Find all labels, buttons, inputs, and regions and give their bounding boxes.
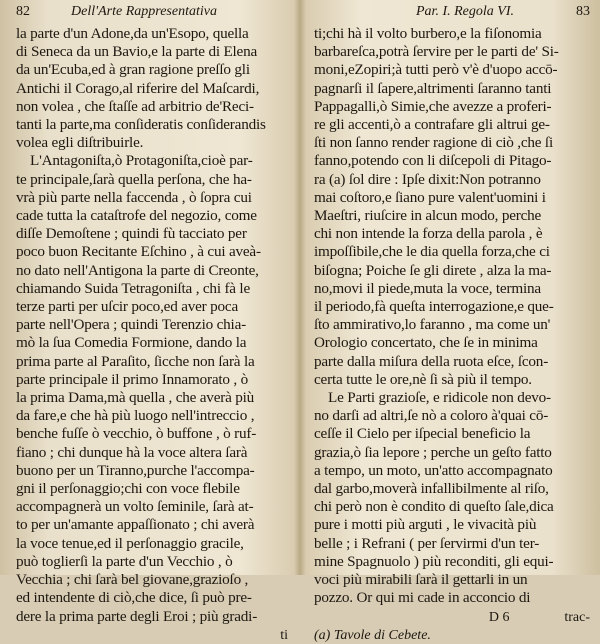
text-line: pure i motti più arguti , le vivacità più <box>314 516 537 534</box>
text-line: a tempo, un moto, un'atto accompagnato <box>314 461 553 479</box>
text-line: ceſſe il Cielo per iſpecial beneficio la <box>314 425 531 443</box>
right-page-footer <box>314 610 590 626</box>
text-line: la prima Dama,mà quella , che averà più <box>16 389 255 407</box>
text-line: parte dalla miſura della ruota eſce, ſcon- <box>314 352 549 370</box>
text-line: dal garbo,moverà infallibilmente al riſo, <box>314 480 549 498</box>
text-line: barbareſca,potrà ſervire per le parti de' Si- <box>314 43 559 61</box>
text-line: Maeſtri, riuſcire in alcun modo, perche <box>314 207 542 225</box>
text-line: da un'Ecuba,ed à gran ragione preſſo gli <box>16 61 250 79</box>
left-page-header <box>16 4 288 24</box>
text-line: Le Parti grazioſe, e ridicole non devo- <box>328 389 551 407</box>
right-page-header <box>314 4 590 24</box>
text-line: to per un'amante appaſſionato ; chi averà <box>16 516 255 534</box>
text-line: no dato nell'Antigona la parte di Creonte, <box>16 261 259 279</box>
catchword: trac- <box>564 609 590 625</box>
page-number: 83 <box>576 4 590 19</box>
text-line: parte principale il primo Innamorato , ò <box>16 370 248 388</box>
text-line: il periodo,fà queſta interrogazione,e que- <box>314 298 554 316</box>
running-head: Dell'Arte Rappresentativa <box>71 4 217 19</box>
text-line: volea egli diſtribuirle. <box>16 134 144 152</box>
text-line: dere la prima parte degli Eroi ; più gradi- <box>16 607 258 625</box>
text-line: Orologio concertato, che ſe in minima <box>314 334 538 352</box>
text-line: ſti non ſanno render ragione di ciò ,che ſi <box>314 134 553 152</box>
text-line: di Seneca da un Bavio,e la parte di Elena <box>16 43 258 61</box>
text-line: mine Spagnuolo ) più reconditi, gli equi- <box>314 552 554 570</box>
text-line: benche fuſſe ò vecchio, ò buffone , ò ruf- <box>16 425 257 443</box>
text-line: pagnarſi il ſapere,altrimenti ſaranno tanti <box>314 79 552 97</box>
right-page <box>302 0 600 643</box>
text-line: accompagnerà un volto ſeminile, ſarà at- <box>16 498 254 516</box>
text-line: fiano ; chi dunque hà la voce altera ſarà <box>16 443 248 461</box>
text-line: gni il perſonaggio;chi con voce flebile <box>16 480 240 498</box>
text-line: Pappagalli,ò Simie,che avezze a proferi- <box>314 97 552 115</box>
text-line: ſto ammirativo,lo faranno , ma come un' <box>314 316 551 334</box>
text-line: chi però non è condito di queſto ſale,dica <box>314 498 554 516</box>
catchword: ti <box>280 627 288 643</box>
text-line: non volea , che ſtaſſe ad arbitrio de'Reci- <box>16 97 254 115</box>
page-number: 82 <box>16 4 30 19</box>
text-line: chiamando Suida Tetragoniſta , chi fà le <box>16 279 250 297</box>
text-line: grazia,ò ſia lepore ; perche un geſto fatto <box>314 443 552 461</box>
signature-mark: D 6 <box>488 609 510 625</box>
footnote: (a) Tavole di Cebete. <box>314 627 431 643</box>
running-head: Par. I. Regola VI. <box>416 4 514 19</box>
right-page-text <box>314 25 590 608</box>
text-line: vrà più parte nella faccenda , ò ſopra cui <box>16 188 252 206</box>
text-line: Vecchia ; chi ſarà bel giovane,grazioſo , <box>16 571 249 589</box>
text-line: cade tutta la cataſtrofe del negozio, come <box>16 207 257 225</box>
text-line: ti;chi hà il volto burbero,e la fiſonomia <box>314 25 542 42</box>
text-line: può toglierſi la parte d'un Vecchio , ò <box>16 552 233 570</box>
text-line: Antichi il Corago,al riferire del Maſcardi, <box>16 79 260 97</box>
text-line: mò la ſua Comedia Formione, dando la <box>16 334 247 352</box>
text-line: belle ; i Refrani ( per ſervirmi d'un ter- <box>314 534 540 552</box>
text-line: impoſſibile,che le dia quella forza,che ci <box>314 243 550 261</box>
text-line: terze parti per uſcir poco,ed aver poca <box>16 298 238 316</box>
text-line: prima parte al Paraſito, ſicche non ſarà la <box>16 352 255 370</box>
text-line: L'Antagoniſta,ò Protagoniſta,cioè par- <box>30 152 253 170</box>
text-line: la parte d'un Adone,da un'Esopo, quella <box>16 25 249 42</box>
text-line: tanti la parte,ma conſideratis conſiderandis <box>16 116 266 134</box>
text-line: certa tutte le ore,nè ſi sà più il tempo. <box>314 370 532 388</box>
left-page-text <box>16 25 288 626</box>
text-line: fanno,potendo con li diſcepoli di Pitago- <box>314 152 552 170</box>
text-line: chi non intende la forza della parola , è <box>314 225 543 243</box>
text-line: mai coſtoro,e ſiano pure valent'uomini i <box>314 188 546 206</box>
text-line: biſogna; Poiche ſe gli direte , alza la ma- <box>314 261 552 279</box>
text-line: no darſi ad altri,ſe nò a coloro à'quai cō- <box>314 407 549 425</box>
text-line: ra (a) ſol dire : Ipſe dixit:Non potranno <box>314 170 541 188</box>
text-line: parte nell'Opera ; quindi Terenzio chia- <box>16 316 246 334</box>
text-line: no,movi il piede,muta la voce, termina <box>314 279 541 297</box>
text-line: moni,eZopiri;à tutti però v'è d'uopo accō- <box>314 61 558 79</box>
left-page-footer <box>16 628 288 644</box>
text-line: poco buon Recitante Eſchino , à cui aveà- <box>16 243 261 261</box>
text-line: voci più mirabili ſarà il gettarli in un <box>314 571 528 589</box>
text-line: buono per un Tiranno,purche l'accompa- <box>16 461 255 479</box>
text-line: da fare,e che hà più luogo nell'intreccio , <box>16 407 255 425</box>
text-line: ed intendente di ciò,che dice, ſi può pre- <box>16 589 252 607</box>
left-page <box>0 0 298 643</box>
text-line: la voce tenue,ed il perſonaggio gracile, <box>16 534 244 552</box>
text-line: re gli accenti,ò a contrafare gli altrui ge- <box>314 116 550 134</box>
text-line: diſſe Demoſtene ; quindi fù tacciato per <box>16 225 247 243</box>
text-line: pozzo. Or qui mi cade in acconcio di <box>314 589 531 607</box>
text-line: te principale,ſarà quella perſona, che ha- <box>16 170 252 188</box>
